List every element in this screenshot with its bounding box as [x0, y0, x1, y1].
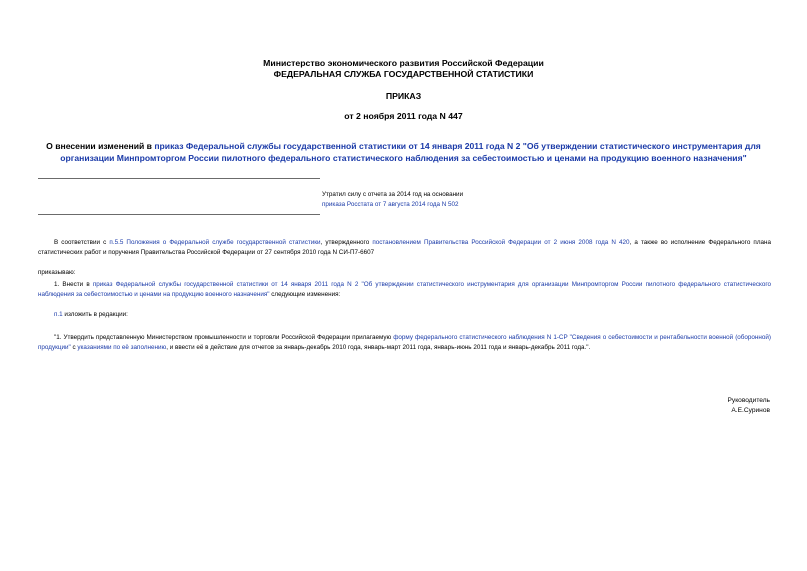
preamble-text-3: , а также во исполнение Федерального плана статистических работ и поручения Правительства Российской Федерации от 27 сентября 2010 года N СИ-П7-6607	[38, 239, 771, 256]
document-type: ПРИКАЗ	[385, 91, 422, 101]
title-prefix: О внесении изменений в	[46, 141, 155, 151]
document-date: от 2 ноября 2011 года N 447	[344, 111, 463, 121]
order-word: приказываю:	[38, 269, 76, 276]
quote-text-1: "1. Утвердить представленную Министерством промышленности и торговли Российской Федерации прилагаемую	[54, 334, 394, 341]
quote-link-1[interactable]: форму федерального статистического наблюдения N 1-СР "Сведения о себестоимости и рентабельности военной (оборонной) продукции"	[38, 334, 771, 351]
divider-top	[38, 178, 320, 179]
item-1-text-2: следующие изменения:	[269, 291, 341, 298]
quote-paragraph	[38, 333, 771, 353]
preamble-link-1[interactable]: п.5.5 Положения о Федеральной службе государственной статистики	[109, 239, 321, 246]
status-note-link[interactable]: приказа Росстата от 7 августа 2014 года N 502	[322, 201, 459, 208]
preamble-text-1: В соответствии с	[54, 239, 110, 246]
preamble-text-2: , утвержденного	[320, 239, 373, 246]
service-name: ФЕДЕРАЛЬНАЯ СЛУЖБА ГОСУДАРСТВЕННОЙ СТАТИСТИКИ	[273, 69, 534, 79]
item-2-paragraph	[54, 310, 128, 320]
divider-bottom	[38, 214, 320, 215]
title-link[interactable]: приказ Федеральной службы государственной статистики от 14 января 2011 года N 2 "Об утверждении статистического инструментария для организации Минпромторгом России пилотного федерального статистического наблюдения за себестоимостью и ценами на продукцию военного назначения"	[60, 141, 761, 163]
document-title	[36, 140, 771, 164]
item-2-link[interactable]: п.1	[54, 311, 63, 318]
quote-text-3: , и ввести её в действие для отчетов за январь-декабрь 2010 года, январь-март 2011 года, январь-июнь 2011 года и январь-декабрь 2011 года.".	[166, 344, 591, 351]
item-1-paragraph	[38, 280, 771, 300]
ministry-name: Министерство экономического развития Российской Федерации	[263, 58, 544, 68]
item-1-text-1: 1. Внести в	[54, 281, 93, 288]
status-note-text: Утратил силу с отчета за 2014 год на основании	[322, 191, 464, 198]
quote-link-2[interactable]: указаниями по её заполнению	[77, 344, 167, 351]
signature-name: А.Е.Суринов	[731, 407, 770, 414]
preamble-paragraph	[38, 238, 771, 258]
item-2-text: изложить в редакции:	[62, 311, 128, 318]
quote-text-2: с	[70, 344, 78, 351]
preamble-link-2[interactable]: постановлением Правительства Российской Федерации от 2 июня 2008 года N 420	[372, 239, 630, 246]
signature-role: Руководитель	[727, 397, 770, 404]
item-1-link[interactable]: приказ Федеральной службы государственной статистики от 14 января 2011 года N 2 "Об утверждении статистического инструментария для организации Минпромторгом России пилотного федерального статистического наблюдения за себестоимостью и ценами на продукцию военного назначения"	[38, 281, 771, 298]
